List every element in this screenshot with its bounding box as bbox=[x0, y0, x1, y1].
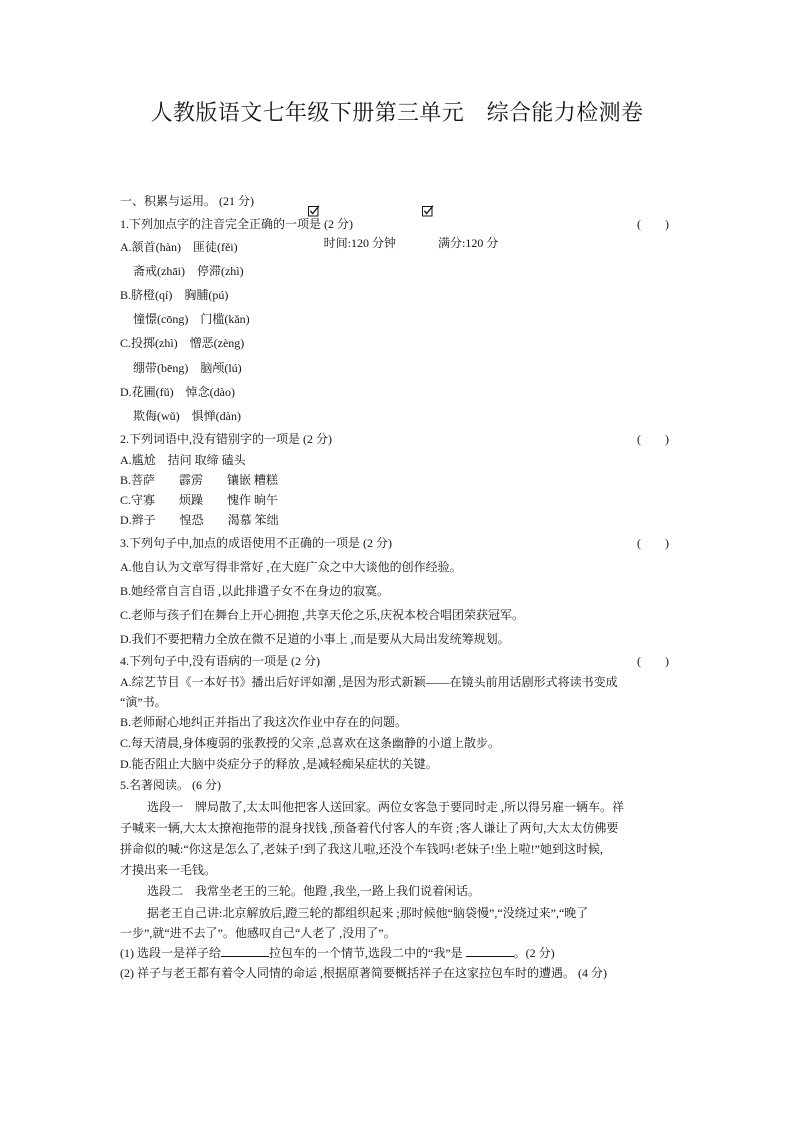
section-heading: 一、积累与运用。 (21 分) bbox=[120, 194, 254, 208]
answer-blank bbox=[221, 945, 269, 957]
q2-stem: 2.下列词语中,没有错别字的一项是 (2 分) bbox=[120, 432, 332, 446]
passage-line: 据老王自己讲:北京解放后,蹬三轮的都组织起来 ;那时候他“脑袋慢”,“没绕过来”,“晚了 bbox=[147, 906, 589, 920]
full-score: 满分:120 分 bbox=[438, 236, 499, 250]
option-line: C.守寡 烦躁 愧作 晌午 bbox=[120, 493, 279, 507]
option-line: D.我们不要把精力全放在微不足道的小事上 ,而是要从大局出发统筹规划。 bbox=[120, 632, 510, 646]
option-line: B.她经常自言自语 ,以此排遣子女不在身边的寂寞。 bbox=[120, 584, 390, 598]
option-line: 斋戒(zhāi) 停滞(zhì) bbox=[133, 264, 244, 278]
option-line: B.脐橙(qí) 胸脯(pú) bbox=[120, 288, 229, 302]
q4-stem: 4.下列句子中,没有语病的一项是 (2 分) bbox=[120, 654, 320, 668]
option-line: “演”书。 bbox=[120, 695, 167, 709]
option-line: 憧憬(cōng) 门槛(kǎn) bbox=[133, 312, 250, 326]
sub-question-text: 。(2 分) bbox=[513, 946, 555, 960]
option-line: 绷带(bēng) 脑颅(lú) bbox=[133, 361, 242, 375]
passage-line: 才摸出来一毛钱。 bbox=[120, 863, 217, 877]
q3-stem: 3.下列句子中,加点的成语使用不正确的一项是 (2 分) bbox=[120, 536, 392, 550]
option-line: C.每天清晨,身体瘦弱的张教授的父亲 ,总喜欢在这条幽静的小道上散步。 bbox=[120, 736, 501, 750]
option-line: D.辫子 惶恐 渴慕 笨绌 bbox=[120, 513, 279, 527]
passage-line: 选段一 牌局散了,太太叫他把客人送回家。两位女客急于要同时走 ,所以得另雇一辆车。祥 bbox=[147, 800, 625, 814]
q5-stem: 5.名著阅读。 (6 分) bbox=[120, 778, 221, 792]
passage-line: 选段二 我常坐老王的三轮。他蹬 ,我坐,一路上我们说着闲话。 bbox=[147, 884, 481, 898]
passage-line: 一步”,就“进不去了”。他感叹自己“人老了 ,没用了”。 bbox=[120, 926, 396, 940]
option-line: A.颔首(hàn) 匪徒(fěi) bbox=[120, 240, 238, 254]
option-line: B.老师耐心地纠正并指出了我这次作业中存在的问题。 bbox=[120, 715, 408, 729]
checkbox-icon bbox=[308, 169, 320, 181]
passage-line: 拼命似的喊:“你这是怎么了,老妹子!到了我这儿啦,还没个车钱吗!老妹子!坐上啦!”她到这时候, bbox=[120, 842, 603, 856]
time-limit: 时间:120 分钟 bbox=[323, 236, 396, 250]
option-line: B.菩萨 霹雳 镶嵌 糟糕 bbox=[120, 473, 279, 487]
sub-question-1 bbox=[120, 945, 555, 961]
answer-bracket: ( ) bbox=[637, 654, 669, 668]
option-line: A.综艺节目《一本好书》播出后好评如潮 ,是因为形式新颖——在镜头前用话剧形式将读书变成 bbox=[120, 675, 618, 689]
option-line: A.他自认为文章写得非常好 ,在大庭广众之中大谈他的创作经验。 bbox=[120, 560, 462, 574]
answer-blank bbox=[466, 945, 514, 957]
sub-question-text: 拉包车的一个情节,选段二中的“我”是 bbox=[269, 946, 466, 960]
answer-bracket: ( ) bbox=[637, 217, 669, 231]
sub-question-text: (1) 选段一是祥子给 bbox=[120, 946, 221, 960]
page-title: 人教版语文七年级下册第三单元 综合能力检测卷 bbox=[150, 100, 644, 125]
q1-stem: 1.下列加点字的注音完全正确的一项是 (2 分) bbox=[120, 217, 353, 231]
option-line: 欺侮(wǔ) 惧惮(dàn) bbox=[133, 409, 241, 423]
passage-line: 子喊来一辆,大太太撩袍拖带的混身找钱 ,预备着代付客人的车资 ;客人谦让了两句,大太太仿佛要 bbox=[120, 821, 619, 835]
checkbox-icon bbox=[422, 169, 434, 181]
option-line: D.花圃(fǔ) 悼念(dào) bbox=[120, 385, 235, 399]
answer-bracket: ( ) bbox=[637, 432, 669, 446]
answer-bracket: ( ) bbox=[637, 536, 669, 550]
sub-question-2: (2) 祥子与老王都有着令人同情的命运 ,根据原著简要概括祥子在这家拉包车时的遭遇。 (4 分) bbox=[120, 966, 607, 980]
option-line: C.老师与孩子们在舞台上开心拥抱 ,共享天伦之乐,庆祝本校合唱团荣获冠军。 bbox=[120, 608, 525, 622]
option-line: C.投掷(zhì) 憎恶(zèng) bbox=[120, 336, 245, 350]
option-line: D.能否阻止大脑中炎症分子的释放 ,是减轻痴呆症状的关键。 bbox=[120, 757, 438, 771]
option-line: A.尴尬 拮问 取缔 磕头 bbox=[120, 453, 246, 467]
